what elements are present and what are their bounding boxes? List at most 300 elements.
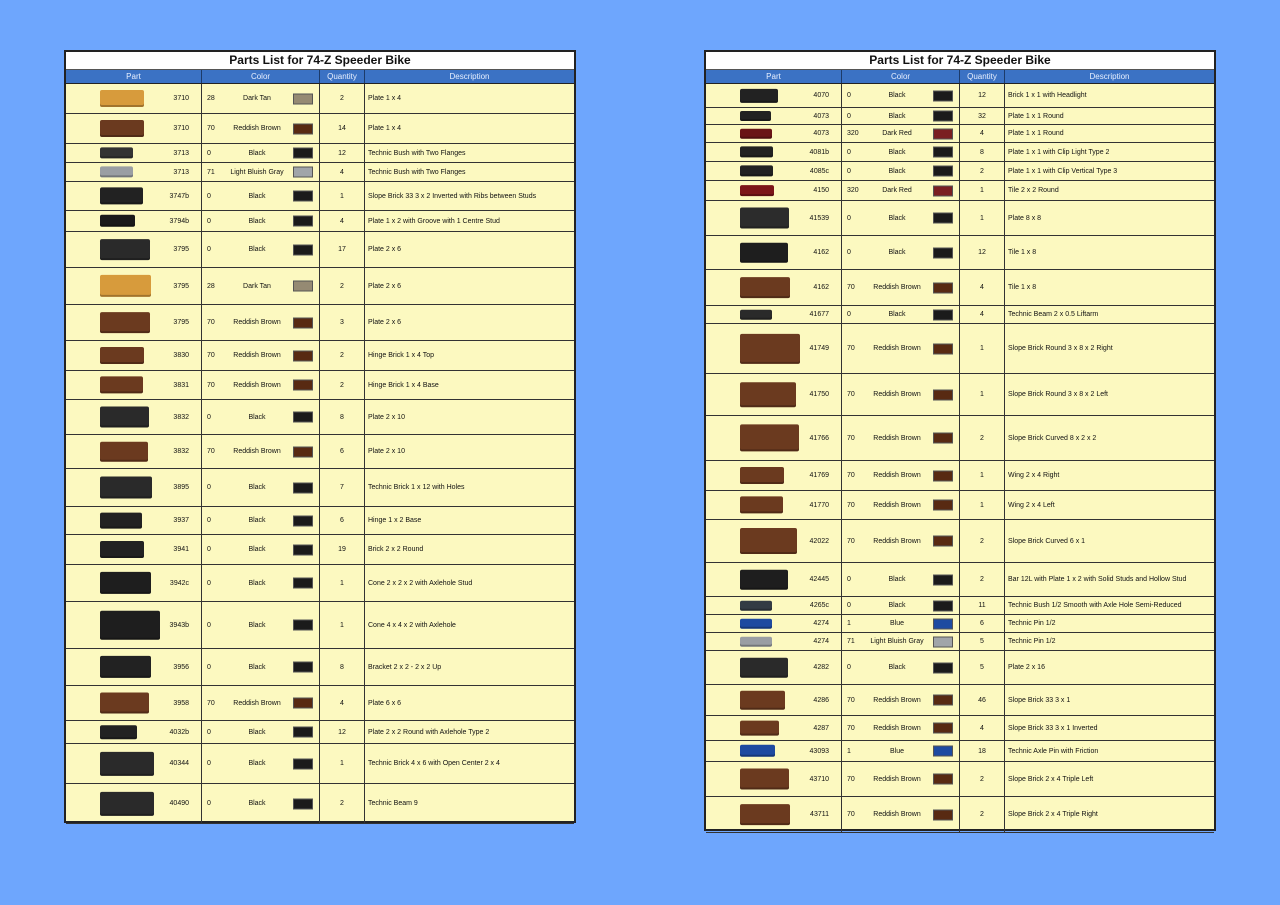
part-number: 3830 <box>173 352 189 359</box>
part-number: 3943b <box>169 621 189 629</box>
color-cell <box>202 507 320 534</box>
description-cell: Plate 1 x 1 Round <box>1008 130 1064 137</box>
part-image <box>740 128 772 139</box>
header-part: Part <box>706 70 842 83</box>
color-id: 1 <box>847 620 851 627</box>
color-id: 0 <box>847 148 851 156</box>
part-cell <box>706 143 842 161</box>
part-cell <box>706 563 842 596</box>
part-number: 41750 <box>809 391 829 398</box>
part-image <box>100 656 151 678</box>
part-cell <box>706 762 842 796</box>
table-row <box>66 305 574 341</box>
header-description: Description <box>449 72 490 81</box>
table-row <box>706 125 1214 143</box>
description-cell: Technic Bush with Two Flanges <box>368 149 466 157</box>
color-cell <box>842 615 960 632</box>
color-id: 0 <box>847 602 851 609</box>
table-row <box>66 84 574 114</box>
part-cell <box>706 108 842 124</box>
color-id: 0 <box>207 621 211 629</box>
table-row <box>66 144 574 163</box>
color-id: 0 <box>207 217 211 225</box>
part-cell <box>66 144 202 162</box>
part-cell <box>706 324 842 373</box>
color-id: 70 <box>847 391 855 398</box>
table-row <box>66 232 574 268</box>
quantity-cell: 2 <box>960 797 1005 832</box>
color-swatch <box>293 281 313 292</box>
color-id: 0 <box>207 246 211 253</box>
color-swatch <box>933 343 953 354</box>
part-number: 4162 <box>813 249 829 256</box>
color-swatch <box>293 148 313 159</box>
part-number: 4073 <box>813 130 829 137</box>
color-name: Light Bluish Gray <box>870 638 924 645</box>
part-cell <box>66 535 202 564</box>
quantity-cell: 4 <box>320 211 365 231</box>
color-name: Reddish Brown <box>233 319 281 326</box>
quantity-cell: 2 <box>320 341 365 370</box>
color-swatch <box>293 515 313 526</box>
color-id: 0 <box>847 112 851 120</box>
part-number: 3937 <box>173 517 189 524</box>
table-row <box>66 211 574 232</box>
description-cell: Hinge Brick 1 x 4 Top <box>368 352 435 359</box>
description-cell: Bracket 2 x 2 - 2 x 2 Up <box>368 663 442 671</box>
part-cell <box>706 615 842 632</box>
color-id: 0 <box>207 663 211 671</box>
part-image <box>100 541 144 559</box>
quantity-cell: 4 <box>320 686 365 720</box>
color-id: 70 <box>207 125 215 132</box>
description-cell: Tile 2 x 2 Round <box>1008 187 1059 194</box>
quantity-cell: 6 <box>320 507 365 534</box>
description-cell: Wing 2 x 4 Right <box>1008 472 1060 479</box>
color-swatch <box>293 446 313 457</box>
color-swatch <box>293 93 313 104</box>
part-cell <box>66 565 202 601</box>
part-cell <box>706 651 842 684</box>
color-name: Light Bluish Gray <box>230 168 284 176</box>
color-name: Black <box>248 663 266 671</box>
part-number: 3794b <box>169 217 189 225</box>
part-image <box>100 476 152 499</box>
part-cell <box>706 236 842 269</box>
color-name: Black <box>248 800 266 807</box>
color-id: 28 <box>207 95 215 102</box>
color-id: 0 <box>847 167 851 175</box>
color-id: 70 <box>207 319 215 326</box>
part-number: 3710 <box>173 95 189 102</box>
color-id: 0 <box>207 579 211 587</box>
part-cell <box>66 744 202 783</box>
color-id: 0 <box>207 413 211 421</box>
color-swatch <box>933 723 953 734</box>
part-number: 3832 <box>173 448 189 455</box>
quantity-cell: 1 <box>960 181 1005 200</box>
color-cell <box>842 236 960 269</box>
table-row <box>706 633 1214 651</box>
quantity-cell: 1 <box>960 324 1005 373</box>
part-number: 4265c <box>809 602 829 609</box>
part-image <box>740 207 789 228</box>
part-cell <box>706 741 842 761</box>
description-cell: Technic Beam 9 <box>368 800 418 807</box>
color-swatch <box>933 536 953 547</box>
part-number: 4073 <box>813 112 829 120</box>
color-swatch <box>933 500 953 511</box>
table-row <box>66 507 574 535</box>
color-swatch <box>933 90 953 101</box>
description-cell: Plate 2 x 16 <box>1008 664 1045 671</box>
part-image <box>100 611 160 640</box>
part-number: 41539 <box>809 214 829 222</box>
color-cell <box>842 125 960 142</box>
part-cell <box>706 374 842 415</box>
part-image <box>740 569 788 589</box>
color-name: Blue <box>889 747 904 755</box>
color-cell <box>202 211 320 231</box>
part-number: 4282 <box>813 664 829 671</box>
color-swatch <box>293 244 313 255</box>
header-description: Description <box>1089 72 1130 81</box>
color-cell <box>202 784 320 823</box>
color-name: Black <box>248 517 266 524</box>
color-id: 70 <box>207 699 215 707</box>
table-row <box>706 651 1214 685</box>
table-row <box>706 762 1214 797</box>
color-cell <box>842 270 960 305</box>
parts-list-sheet-right <box>704 50 1216 831</box>
color-cell <box>842 741 960 761</box>
part-image <box>100 406 149 427</box>
quantity-cell: 8 <box>960 143 1005 161</box>
color-swatch <box>293 662 313 673</box>
part-image <box>100 187 143 204</box>
part-image <box>100 791 154 815</box>
color-name: Dark Tan <box>243 95 271 102</box>
color-cell <box>842 563 960 596</box>
header-color: Color <box>842 70 960 83</box>
table-row <box>706 416 1214 461</box>
part-cell <box>706 416 842 460</box>
part-number: 3958 <box>173 699 189 707</box>
part-number: 40344 <box>169 760 189 767</box>
header-quantity: Quantity <box>320 70 365 83</box>
color-id: 1 <box>847 747 851 755</box>
quantity-cell: 8 <box>320 400 365 434</box>
color-cell <box>202 400 320 434</box>
color-name: Black <box>248 217 266 225</box>
part-image <box>740 691 785 710</box>
color-cell <box>842 374 960 415</box>
color-name: Blue <box>889 620 904 627</box>
part-cell <box>706 716 842 740</box>
description-cell: Wing 2 x 4 Left <box>1008 501 1055 509</box>
table-row <box>66 469 574 507</box>
color-id: 320 <box>847 130 859 137</box>
description-cell: Technic Brick 4 x 6 with Open Center 2 x 4 <box>368 760 500 767</box>
part-cell <box>66 435 202 468</box>
quantity-cell: 6 <box>320 435 365 468</box>
color-id: 70 <box>207 352 215 359</box>
quantity-cell: 19 <box>320 535 365 564</box>
table-row <box>66 268 574 305</box>
color-cell <box>202 744 320 783</box>
part-number: 3895 <box>173 484 189 491</box>
table-row <box>706 143 1214 162</box>
color-swatch <box>933 695 953 706</box>
color-id: 28 <box>207 282 215 290</box>
quantity-cell: 18 <box>960 741 1005 761</box>
color-id: 0 <box>847 664 851 671</box>
color-cell <box>202 721 320 743</box>
part-cell <box>66 371 202 399</box>
part-image <box>740 424 799 451</box>
part-image <box>740 165 773 176</box>
color-name: Reddish Brown <box>873 391 921 398</box>
part-cell <box>706 685 842 715</box>
color-name: Black <box>248 192 266 200</box>
part-image <box>740 618 772 629</box>
table-row <box>706 374 1214 416</box>
color-cell <box>202 84 320 113</box>
part-image <box>740 309 772 320</box>
color-swatch <box>293 412 313 423</box>
part-image <box>100 166 133 177</box>
description-cell: Hinge Brick 1 x 4 Base <box>368 381 439 389</box>
color-id: 0 <box>207 484 211 491</box>
color-name: Reddish Brown <box>233 352 281 359</box>
quantity-cell: 2 <box>960 416 1005 460</box>
description-cell: Technic Bush with Two Flanges <box>368 168 466 176</box>
quantity-cell: 12 <box>320 721 365 743</box>
quantity-cell: 3 <box>320 305 365 340</box>
description-cell: Cone 2 x 2 x 2 with Axlehole Stud <box>368 579 473 587</box>
color-name: Reddish Brown <box>233 125 281 132</box>
table-row <box>706 108 1214 125</box>
color-swatch <box>293 350 313 361</box>
quantity-cell: 2 <box>320 784 365 823</box>
color-id: 71 <box>847 638 855 645</box>
color-swatch <box>933 574 953 585</box>
table-header <box>66 70 574 84</box>
part-image <box>100 725 137 739</box>
part-cell <box>66 649 202 685</box>
table-header <box>706 70 1214 84</box>
color-cell <box>202 435 320 468</box>
quantity-cell: 12 <box>320 144 365 162</box>
description-cell: Slope Brick 33 3 x 2 Inverted with Ribs between Studs <box>368 192 537 200</box>
part-number: 40490 <box>169 800 189 807</box>
color-swatch <box>933 147 953 158</box>
table-row <box>706 162 1214 181</box>
color-cell <box>842 520 960 562</box>
part-image <box>740 721 779 736</box>
color-swatch <box>933 618 953 629</box>
color-name: Reddish Brown <box>873 811 921 818</box>
part-cell <box>706 520 842 562</box>
color-cell <box>842 685 960 715</box>
color-cell <box>202 305 320 340</box>
quantity-cell: 1 <box>960 374 1005 415</box>
parts-list-sheet-left <box>64 50 576 823</box>
part-image <box>740 804 790 826</box>
color-id: 320 <box>847 187 859 194</box>
color-swatch <box>293 317 313 328</box>
part-cell <box>706 201 842 235</box>
quantity-cell: 11 <box>960 597 1005 614</box>
color-swatch <box>293 578 313 589</box>
description-cell: Slope Brick 33 3 x 1 Inverted <box>1008 724 1098 732</box>
color-name: Black <box>888 112 906 120</box>
part-number: 4287 <box>813 724 829 732</box>
quantity-cell: 12 <box>960 236 1005 269</box>
color-cell <box>202 182 320 210</box>
quantity-cell: 1 <box>960 491 1005 519</box>
color-swatch <box>293 216 313 227</box>
color-swatch <box>933 600 953 611</box>
table-row <box>66 721 574 744</box>
part-number: 4286 <box>813 696 829 704</box>
color-cell <box>202 144 320 162</box>
color-id: 70 <box>847 811 855 818</box>
color-cell <box>842 716 960 740</box>
quantity-cell: 2 <box>960 762 1005 796</box>
part-number: 4032b <box>169 728 189 736</box>
color-cell <box>842 201 960 235</box>
part-image <box>740 768 789 789</box>
color-swatch <box>933 774 953 785</box>
color-swatch <box>293 758 313 769</box>
part-number: 4162 <box>813 284 829 291</box>
part-image <box>100 376 143 393</box>
part-image <box>740 528 797 554</box>
color-id: 0 <box>847 214 851 222</box>
part-image <box>740 600 772 611</box>
color-name: Black <box>248 728 266 736</box>
color-name: Black <box>248 413 266 421</box>
quantity-cell: 14 <box>320 114 365 143</box>
table-row <box>706 520 1214 563</box>
description-cell: Technic Pin 1/2 <box>1008 620 1056 627</box>
quantity-cell: 6 <box>960 615 1005 632</box>
table-row <box>706 615 1214 633</box>
description-cell: Plate 1 x 1 Round <box>1008 112 1064 120</box>
color-swatch <box>293 698 313 709</box>
part-number: 43710 <box>809 775 829 783</box>
description-cell: Cone 4 x 4 x 2 with Axlehole <box>368 621 456 629</box>
part-image <box>100 312 150 334</box>
color-name: Black <box>248 579 266 587</box>
part-number: 3713 <box>173 149 189 157</box>
color-name: Reddish Brown <box>873 284 921 291</box>
description-cell: Slope Brick 33 3 x 1 <box>1008 696 1071 704</box>
part-cell <box>66 84 202 113</box>
color-cell <box>202 341 320 370</box>
table-row <box>706 597 1214 615</box>
table-row <box>66 602 574 649</box>
part-image <box>100 147 133 158</box>
color-cell <box>842 597 960 614</box>
color-name: Black <box>248 621 266 629</box>
color-id: 70 <box>847 775 855 783</box>
part-cell <box>706 597 842 614</box>
table-row <box>66 114 574 144</box>
color-id: 0 <box>207 517 211 524</box>
color-cell <box>202 602 320 648</box>
part-image <box>100 275 151 297</box>
color-id: 70 <box>847 724 855 732</box>
color-swatch <box>293 123 313 134</box>
part-number: 4085c <box>809 167 829 175</box>
color-name: Black <box>248 760 266 767</box>
color-cell <box>202 565 320 601</box>
part-image <box>100 215 135 227</box>
color-id: 70 <box>847 345 855 352</box>
color-name: Reddish Brown <box>873 724 921 732</box>
table-row <box>66 686 574 721</box>
part-cell <box>706 306 842 323</box>
description-cell: Slope Brick 2 x 4 Triple Left <box>1008 775 1094 783</box>
color-cell <box>842 633 960 650</box>
table-row <box>706 563 1214 597</box>
part-number: 4081b <box>809 148 829 156</box>
quantity-cell: 4 <box>960 306 1005 323</box>
color-cell <box>842 461 960 490</box>
part-image <box>740 146 773 157</box>
color-name: Black <box>888 602 906 609</box>
color-name: Reddish Brown <box>873 345 921 352</box>
color-name: Dark Red <box>882 130 912 137</box>
quantity-cell: 2 <box>320 84 365 113</box>
description-cell: Plate 2 x 10 <box>368 448 405 455</box>
description-cell: Hinge 1 x 2 Base <box>368 517 422 524</box>
color-cell <box>202 163 320 181</box>
color-id: 70 <box>847 696 855 704</box>
part-cell <box>66 400 202 434</box>
part-number: 4070 <box>813 92 829 99</box>
part-image <box>100 441 148 461</box>
part-cell <box>66 211 202 231</box>
quantity-cell: 1 <box>320 602 365 648</box>
part-cell <box>706 461 842 490</box>
part-number: 3942c <box>169 579 189 587</box>
color-swatch <box>933 433 953 444</box>
color-name: Reddish Brown <box>873 537 921 545</box>
quantity-cell: 2 <box>960 520 1005 562</box>
part-number: 41769 <box>809 472 829 479</box>
description-cell: Plate 2 x 2 Round with Axlehole Type 2 <box>368 728 490 736</box>
part-number: 43093 <box>809 747 829 755</box>
quantity-cell: 12 <box>960 84 1005 107</box>
color-cell <box>842 416 960 460</box>
part-number: 42022 <box>809 537 829 545</box>
color-name: Reddish Brown <box>233 381 281 389</box>
color-name: Black <box>888 576 906 583</box>
part-number: 42445 <box>809 576 829 583</box>
color-id: 0 <box>207 728 211 736</box>
color-swatch <box>933 166 953 177</box>
color-id: 70 <box>847 472 855 479</box>
color-name: Black <box>888 92 906 99</box>
description-cell: Technic Brick 1 x 12 with Holes <box>368 484 465 491</box>
table-row <box>706 461 1214 491</box>
color-cell <box>202 232 320 267</box>
part-number: 43711 <box>810 811 829 818</box>
part-cell <box>706 491 842 519</box>
